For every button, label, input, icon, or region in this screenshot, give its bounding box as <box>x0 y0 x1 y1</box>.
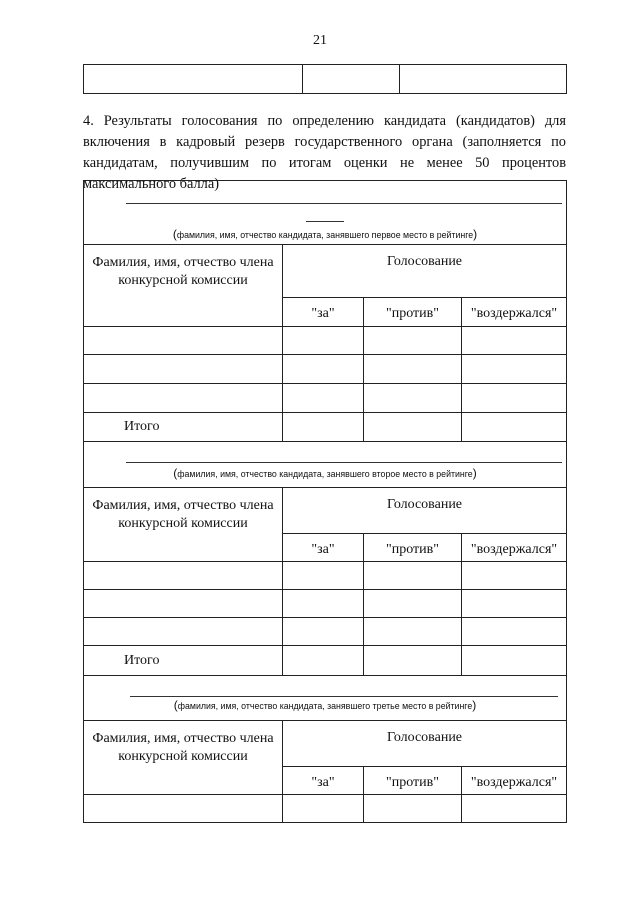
choice-against: "против" <box>364 534 462 562</box>
table-cell <box>462 413 567 442</box>
candidate-caption: (фамилия, имя, отчество кандидата, занявшего третье место в рейтинге) <box>173 698 477 712</box>
table-cell <box>462 795 567 823</box>
table-row <box>84 795 567 823</box>
table-cell <box>462 562 567 590</box>
table-cell <box>283 646 364 676</box>
table-row <box>84 327 567 355</box>
table-cell <box>364 384 462 413</box>
table-cell <box>364 590 462 618</box>
choice-abstained: "воздержался" <box>462 298 567 327</box>
voting-header: Голосование <box>283 721 567 767</box>
table-cell <box>364 562 462 590</box>
header-row <box>84 721 567 767</box>
table-row <box>84 590 567 618</box>
table-cell <box>462 327 567 355</box>
table-cell <box>283 590 364 618</box>
table-cell <box>283 327 364 355</box>
choice-against: "против" <box>364 767 462 795</box>
total-row <box>84 646 567 676</box>
table-cell <box>283 618 364 646</box>
table-cell <box>283 562 364 590</box>
table-cell <box>283 795 364 823</box>
candidate-row <box>84 442 567 488</box>
total-label: Итого <box>84 413 283 442</box>
table-cell <box>303 65 400 94</box>
header-row <box>84 488 567 534</box>
underline-mark <box>306 221 344 222</box>
candidate-row <box>84 676 567 721</box>
voting-results-table <box>83 180 567 823</box>
table-cell <box>84 327 283 355</box>
table-cell <box>400 65 567 94</box>
candidate-caption: (фамилия, имя, отчество кандидата, занявшего первое место в рейтинге) <box>172 227 478 241</box>
voting-header: Голосование <box>283 245 567 298</box>
table-cell <box>462 384 567 413</box>
candidate-name-line <box>126 462 562 463</box>
candidate-row <box>84 181 567 245</box>
table-cell <box>283 355 364 384</box>
candidate-name-line <box>130 696 558 697</box>
table-cell <box>364 618 462 646</box>
table-row <box>84 562 567 590</box>
table-row <box>84 384 567 413</box>
table-cell <box>84 795 283 823</box>
choice-for: "за" <box>283 767 364 795</box>
choice-for: "за" <box>283 298 364 327</box>
candidate-name-field <box>84 676 567 721</box>
table-row <box>84 65 567 94</box>
table-cell <box>462 646 567 676</box>
table-cell <box>462 590 567 618</box>
table-cell <box>364 795 462 823</box>
table-cell <box>84 618 283 646</box>
page-number: 21 <box>313 33 327 48</box>
candidate-name-field <box>84 181 567 245</box>
member-header: Фамилия, имя, отчество члена конкурсной комиссии <box>84 245 283 327</box>
table-cell <box>364 355 462 384</box>
header-row <box>84 245 567 298</box>
table-cell <box>462 355 567 384</box>
choice-abstained: "воздержался" <box>462 767 567 795</box>
table-cell <box>364 327 462 355</box>
table-cell <box>462 618 567 646</box>
table-cell <box>84 384 283 413</box>
candidate-name-line <box>126 203 562 204</box>
table-cell <box>84 355 283 384</box>
table-row <box>84 355 567 384</box>
candidate-caption: (фамилия, имя, отчество кандидата, занявшего второе место в рейтинге) <box>173 466 477 480</box>
total-label: Итого <box>84 646 283 676</box>
table-cell <box>364 646 462 676</box>
previous-table-continuation <box>83 64 567 94</box>
table-cell <box>364 413 462 442</box>
choice-for: "за" <box>283 534 364 562</box>
table-cell <box>84 65 303 94</box>
table-cell <box>283 413 364 442</box>
voting-header: Голосование <box>283 488 567 534</box>
member-header: Фамилия, имя, отчество члена конкурсной комиссии <box>84 721 283 795</box>
table-cell <box>283 384 364 413</box>
table-cell <box>84 562 283 590</box>
choice-against: "против" <box>364 298 462 327</box>
table-row <box>84 618 567 646</box>
section-heading: 4. Результаты голосования по определению кандидата (кандидатов) для включения в кадровый резерв государственного органа (заполняется по кандидатам, получившим по итогам оценки не менее 50 процентов максимального балла) <box>83 113 566 192</box>
candidate-name-field <box>84 442 567 488</box>
total-row <box>84 413 567 442</box>
table-cell <box>84 590 283 618</box>
choice-abstained: "воздержался" <box>462 534 567 562</box>
member-header: Фамилия, имя, отчество члена конкурсной комиссии <box>84 488 283 562</box>
